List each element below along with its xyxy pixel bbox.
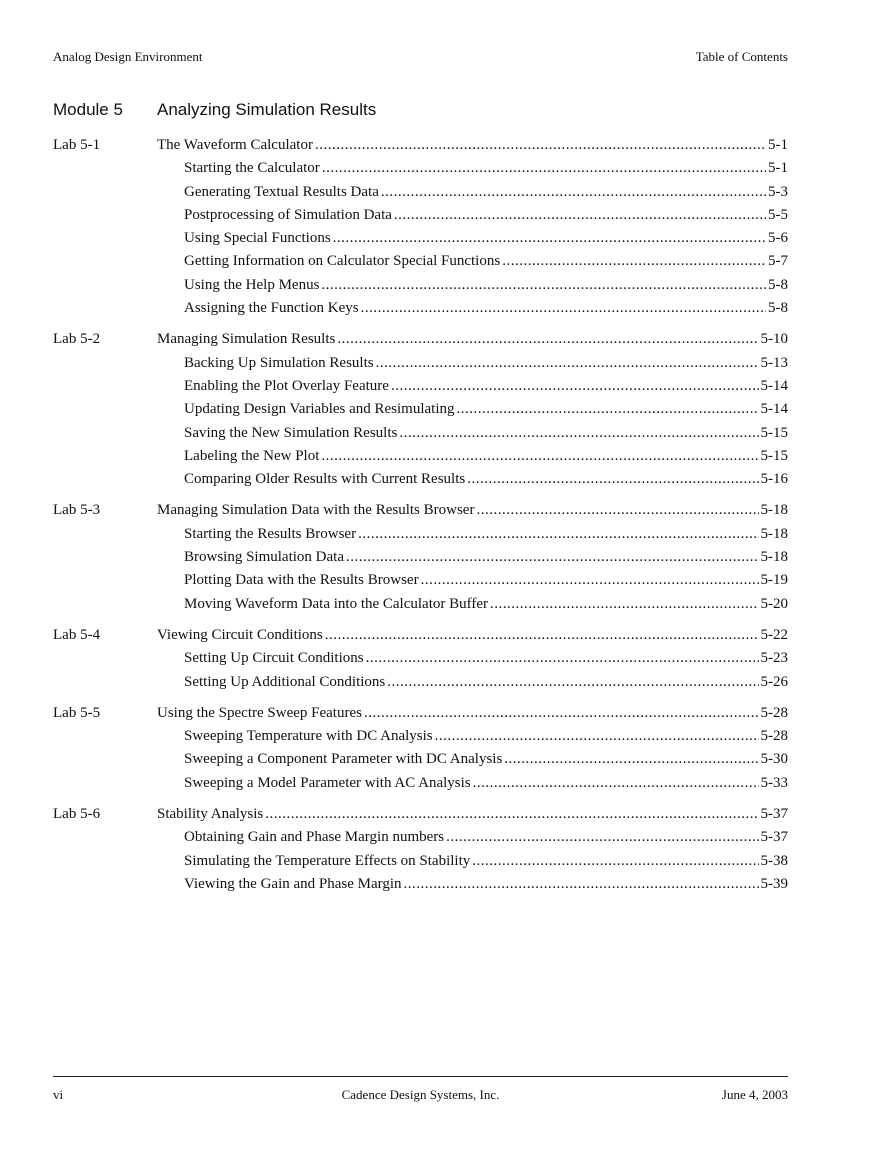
dot-leader xyxy=(473,772,759,795)
module-number: Module 5 xyxy=(53,100,123,119)
toc-entry-page: 5-1 xyxy=(768,160,788,177)
lab-section xyxy=(53,702,788,795)
dot-leader xyxy=(381,181,766,204)
toc-entry-title: Browsing Simulation Data xyxy=(184,549,344,566)
toc-entry-title: Sweeping a Component Parameter with DC Analysis xyxy=(184,751,503,768)
toc-entry-page: 5-20 xyxy=(760,595,788,612)
toc-entry[interactable] xyxy=(184,748,788,771)
dot-leader xyxy=(333,227,766,250)
toc-entry[interactable] xyxy=(184,593,788,616)
dot-leader xyxy=(321,274,766,297)
toc-entry-page: 5-8 xyxy=(768,300,788,317)
toc-entry-title: Using the Help Menus xyxy=(184,276,320,293)
document-title: Analog Design Environment xyxy=(53,49,203,64)
lab-number: Lab 5-6 xyxy=(53,806,101,823)
toc-entry-page: 5-26 xyxy=(760,673,788,690)
toc-entry[interactable] xyxy=(184,250,788,273)
toc-entry-title: Managing Simulation Results xyxy=(157,331,336,348)
toc-entry-title: Setting Up Additional Conditions xyxy=(184,673,386,690)
toc-entry-title: The Waveform Calculator xyxy=(157,137,313,153)
toc-entry-page: 5-37 xyxy=(760,829,788,846)
toc-entry-title: Starting the Calculator xyxy=(184,160,320,177)
dot-leader xyxy=(366,647,759,670)
toc-entry-title: Setting Up Circuit Conditions xyxy=(184,650,364,667)
toc-entry[interactable] xyxy=(184,873,788,896)
dot-leader xyxy=(394,204,766,227)
toc-entry[interactable] xyxy=(184,157,788,180)
dot-leader xyxy=(502,250,766,273)
toc-entry-title: Postprocessing of Simulation Data xyxy=(184,206,392,223)
publication-date: June 4, 2003 xyxy=(721,1087,788,1102)
dot-leader xyxy=(346,546,759,569)
toc-entry[interactable] xyxy=(184,850,788,873)
lab-number: Lab 5-4 xyxy=(53,626,101,643)
toc-entry[interactable] xyxy=(184,772,788,795)
dot-leader xyxy=(404,873,759,896)
dot-leader xyxy=(391,375,759,398)
toc-entry-lab[interactable] xyxy=(157,499,788,522)
dot-leader xyxy=(446,826,758,849)
lab-section xyxy=(53,328,788,491)
toc-entry-page: 5-15 xyxy=(760,447,788,464)
dot-leader xyxy=(476,499,758,522)
toc-entry[interactable] xyxy=(184,204,788,227)
toc-entry-page: 5-39 xyxy=(760,875,788,892)
toc-entry-page: 5-14 xyxy=(760,377,788,394)
toc-entry-page: 5-14 xyxy=(760,401,788,418)
toc-entry[interactable] xyxy=(184,546,788,569)
dot-leader xyxy=(315,134,766,157)
dot-leader xyxy=(421,569,759,592)
table-of-contents xyxy=(53,134,788,904)
toc-entry-title: Backing Up Simulation Results xyxy=(184,354,374,371)
dot-leader xyxy=(472,850,758,873)
lab-section xyxy=(53,499,788,615)
toc-entry-title: Viewing the Gain and Phase Margin xyxy=(184,875,402,892)
toc-entry[interactable] xyxy=(184,647,788,670)
toc-entry[interactable] xyxy=(184,523,788,546)
toc-entry-title: Generating Textual Results Data xyxy=(184,183,379,200)
toc-entry-title: Managing Simulation Data with the Results Browser xyxy=(157,502,475,519)
toc-entry-title: Stability Analysis xyxy=(157,806,264,823)
dot-leader xyxy=(265,803,758,826)
toc-entry-title: Using Special Functions xyxy=(184,230,331,247)
toc-entry-page: 5-7 xyxy=(768,253,788,270)
toc-entry-lab[interactable] xyxy=(157,624,788,647)
toc-entry-title: Labeling the New Plot xyxy=(184,447,320,464)
toc-entry[interactable] xyxy=(184,468,788,491)
toc-entry-page: 5-28 xyxy=(760,728,788,745)
dot-leader xyxy=(376,352,759,375)
toc-entry[interactable] xyxy=(184,375,788,398)
dot-leader xyxy=(387,671,758,694)
toc-entry-page: 5-1 xyxy=(768,137,788,153)
toc-entry-lab[interactable] xyxy=(157,134,788,157)
toc-entry-title: Moving Waveform Data into the Calculator Buffer xyxy=(184,595,488,612)
toc-entry-page: 5-3 xyxy=(768,183,788,200)
toc-entry-title: Getting Information on Calculator Special Functions xyxy=(184,253,501,270)
toc-entry-page: 5-6 xyxy=(768,230,788,247)
toc-entry-title: Comparing Older Results with Current Results xyxy=(184,471,466,488)
toc-entry-page: 5-10 xyxy=(760,331,788,348)
toc-entry-title: Updating Design Variables and Resimulating xyxy=(184,401,455,418)
toc-entry-title: Assigning the Function Keys xyxy=(184,300,359,317)
toc-entry[interactable] xyxy=(184,274,788,297)
dot-leader xyxy=(504,748,758,771)
toc-entry-page: 5-19 xyxy=(760,572,788,589)
toc-entry[interactable] xyxy=(184,297,788,320)
toc-entry-page: 5-8 xyxy=(768,276,788,293)
dot-leader xyxy=(337,328,758,351)
publisher: Cadence Design Systems, Inc. xyxy=(341,1087,500,1102)
toc-entry[interactable] xyxy=(184,181,788,204)
toc-entry[interactable] xyxy=(184,398,788,421)
dot-leader xyxy=(399,422,758,445)
dot-leader xyxy=(467,468,758,491)
page-number: vi xyxy=(53,1087,64,1102)
toc-entry[interactable] xyxy=(184,227,788,250)
toc-entry-page: 5-23 xyxy=(760,650,788,667)
dot-leader xyxy=(364,702,759,725)
toc-entry-title: Starting the Results Browser xyxy=(184,525,357,542)
toc-entry-page: 5-30 xyxy=(760,751,788,768)
toc-entry-title: Enabling the Plot Overlay Feature xyxy=(184,377,389,394)
toc-entry[interactable] xyxy=(184,422,788,445)
toc-entry-title: Sweeping Temperature with DC Analysis xyxy=(184,728,433,745)
dot-leader xyxy=(322,157,766,180)
dot-leader xyxy=(457,398,759,421)
dot-leader xyxy=(325,624,759,647)
lab-section xyxy=(53,134,788,320)
toc-entry-page: 5-38 xyxy=(760,852,788,869)
toc-entry-page: 5-18 xyxy=(760,502,788,519)
toc-entry-page: 5-33 xyxy=(760,774,788,791)
toc-entry[interactable] xyxy=(184,569,788,592)
toc-entry-title: Using the Spectre Sweep Features xyxy=(157,704,362,721)
toc-entry[interactable] xyxy=(184,671,788,694)
toc-entry-page: 5-28 xyxy=(760,704,788,721)
lab-section xyxy=(53,803,788,896)
toc-entry-page: 5-5 xyxy=(768,206,788,223)
toc-entry[interactable] xyxy=(184,725,788,748)
footer-divider xyxy=(53,1076,788,1077)
lab-section xyxy=(53,624,788,694)
toc-entry-page: 5-18 xyxy=(760,525,788,542)
dot-leader xyxy=(435,725,759,748)
lab-number: Lab 5-2 xyxy=(53,331,101,348)
toc-entry[interactable] xyxy=(184,445,788,468)
toc-entry-title: Saving the New Simulation Results xyxy=(184,424,398,441)
dot-leader xyxy=(358,523,758,546)
lab-number: Lab 5-1 xyxy=(53,137,101,153)
toc-entry-title: Viewing Circuit Conditions xyxy=(157,626,323,643)
toc-entry-title: Sweeping a Model Parameter with AC Analysis xyxy=(184,774,471,791)
toc-entry-lab[interactable] xyxy=(157,702,788,725)
toc-entry-page: 5-13 xyxy=(760,354,788,371)
toc-entry-title: Simulating the Temperature Effects on Stability xyxy=(184,852,471,869)
dot-leader xyxy=(361,297,766,320)
toc-entry-page: 5-22 xyxy=(760,626,788,643)
toc-entry-lab[interactable] xyxy=(157,328,788,351)
lab-number: Lab 5-3 xyxy=(53,502,101,519)
toc-entry-page: 5-18 xyxy=(760,549,788,566)
page-header xyxy=(53,49,788,67)
toc-entry-title: Plotting Data with the Results Browser xyxy=(184,572,419,589)
dot-leader xyxy=(321,445,758,468)
dot-leader xyxy=(490,593,759,616)
toc-entry[interactable] xyxy=(184,826,788,849)
toc-entry-title: Obtaining Gain and Phase Margin numbers xyxy=(184,829,445,846)
toc-entry-page: 5-15 xyxy=(760,424,788,441)
page-footer xyxy=(53,1087,788,1105)
toc-entry[interactable] xyxy=(184,352,788,375)
toc-entry-lab[interactable] xyxy=(157,803,788,826)
lab-number: Lab 5-5 xyxy=(53,704,101,721)
toc-entry-page: 5-16 xyxy=(760,471,788,488)
module-title: Analyzing Simulation Results xyxy=(157,100,377,119)
toc-entry-page: 5-37 xyxy=(760,806,788,823)
section-title: Table of Contents xyxy=(695,49,788,64)
